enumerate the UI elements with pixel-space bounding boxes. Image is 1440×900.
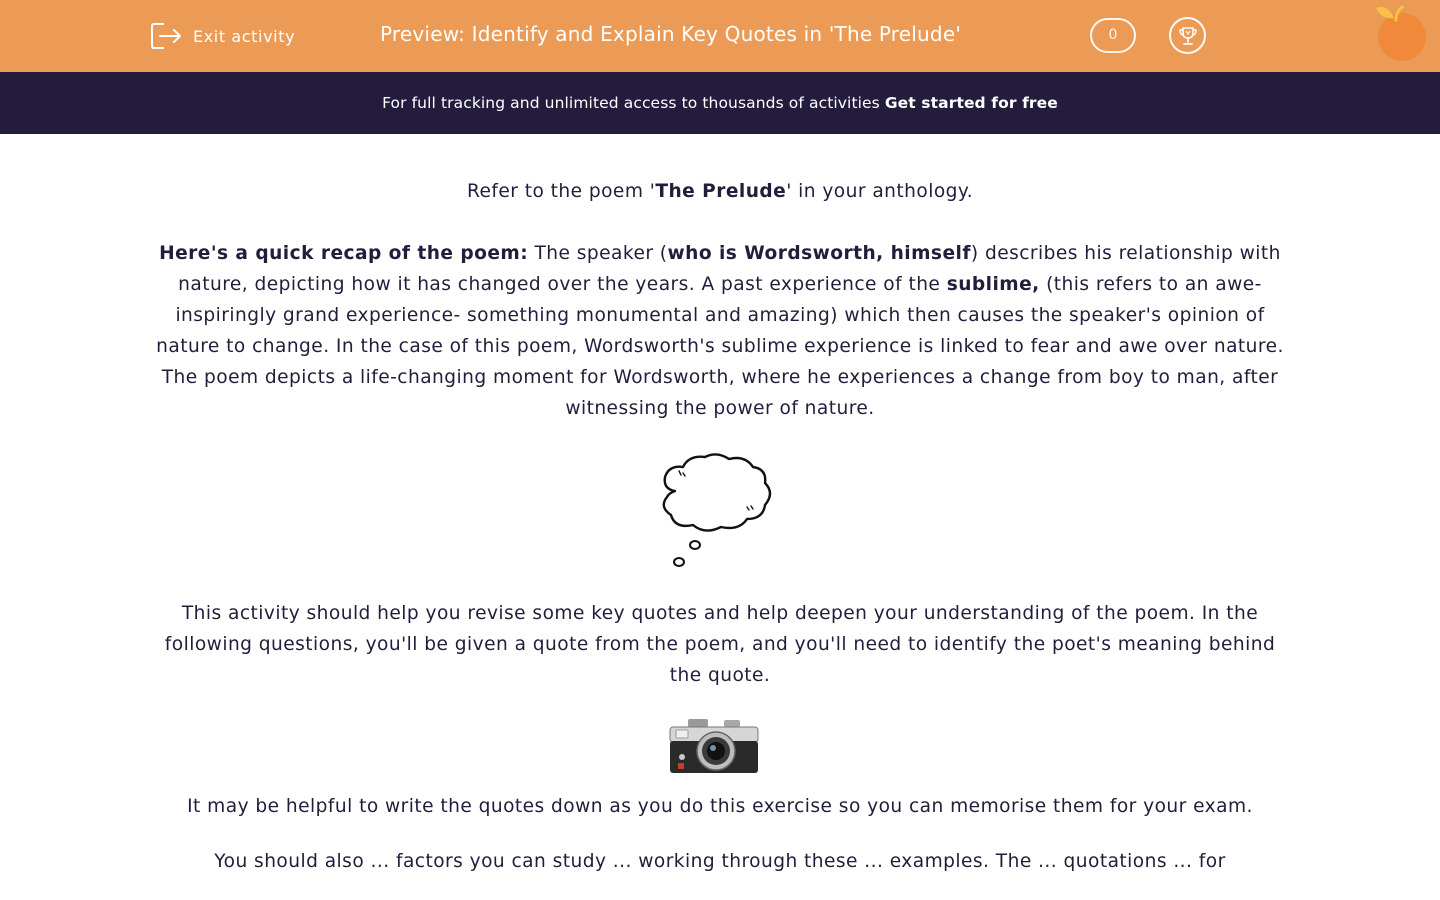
trophy-icon	[1177, 25, 1199, 47]
intro-text: Refer to the poem '	[466, 181, 656, 202]
exit-icon	[150, 21, 183, 51]
poem-title: The Prelude	[655, 181, 787, 202]
recap-bold-1: who is Wordsworth, himself	[667, 243, 971, 264]
thought-bubble-image	[150, 424, 1290, 598]
thought-bubble-icon	[655, 449, 780, 571]
camera-icon	[668, 717, 760, 775]
upgrade-banner	[0, 72, 1440, 134]
recap-text-2: ) describes his relationship with nature, depicting how it has changed over the years. A past experience of the	[178, 243, 1281, 295]
trophy-button[interactable]	[1169, 17, 1206, 54]
camera-image	[150, 691, 1290, 791]
memorise-tip: It may be helpful to write the quotes down as you do this exercise so you can memorise them for your exam.	[187, 796, 1253, 817]
page-title: Preview: Identify and Explain Key Quotes in 'The Prelude'	[380, 22, 962, 46]
orange-logo-icon	[1372, 4, 1428, 62]
score-badge: 0	[1090, 18, 1136, 53]
exit-activity-button[interactable]	[150, 21, 295, 51]
activity-intro	[150, 176, 1290, 877]
intro-paragraph-1	[150, 176, 1290, 207]
exit-activity-label: Exit activity	[193, 26, 296, 46]
recap-lead: Here's a quick recap of the poem:	[159, 243, 529, 264]
activity-instructions: This activity should help you revise some key quotes and help deepen your understanding of the poem. In the following questions, you'll be given a quote from the poem, and you'll need to identify the poet's meaning behind the quote.	[164, 603, 1276, 686]
intro-text-end: ' in your anthology.	[786, 181, 974, 202]
get-started-link[interactable]: Get started for free	[884, 94, 1058, 112]
top-bar	[0, 0, 1440, 72]
recap-text-3: (this refers to an awe-inspiringly grand experience- something monumental and amazing) which then causes the speaker's opinion of nature to change. In the case of this poem, Wordsworth's sublime experience is linked to fear and awe over nature. The poem depicts a life-changing moment for Wordsworth, where he experiences a change from boy to man, after witnessing the power of nature.	[156, 274, 1284, 419]
further-tip: You should also ... factors you can study ... working through these ... examples. The ... quotations ... for	[214, 851, 1226, 872]
recap-bold-2: sublime,	[946, 274, 1040, 295]
recap-paragraph	[150, 238, 1290, 424]
recap-text-1: The speaker (	[528, 243, 668, 264]
banner-text: For full tracking and unlimited access to thousands of activities	[382, 94, 880, 112]
